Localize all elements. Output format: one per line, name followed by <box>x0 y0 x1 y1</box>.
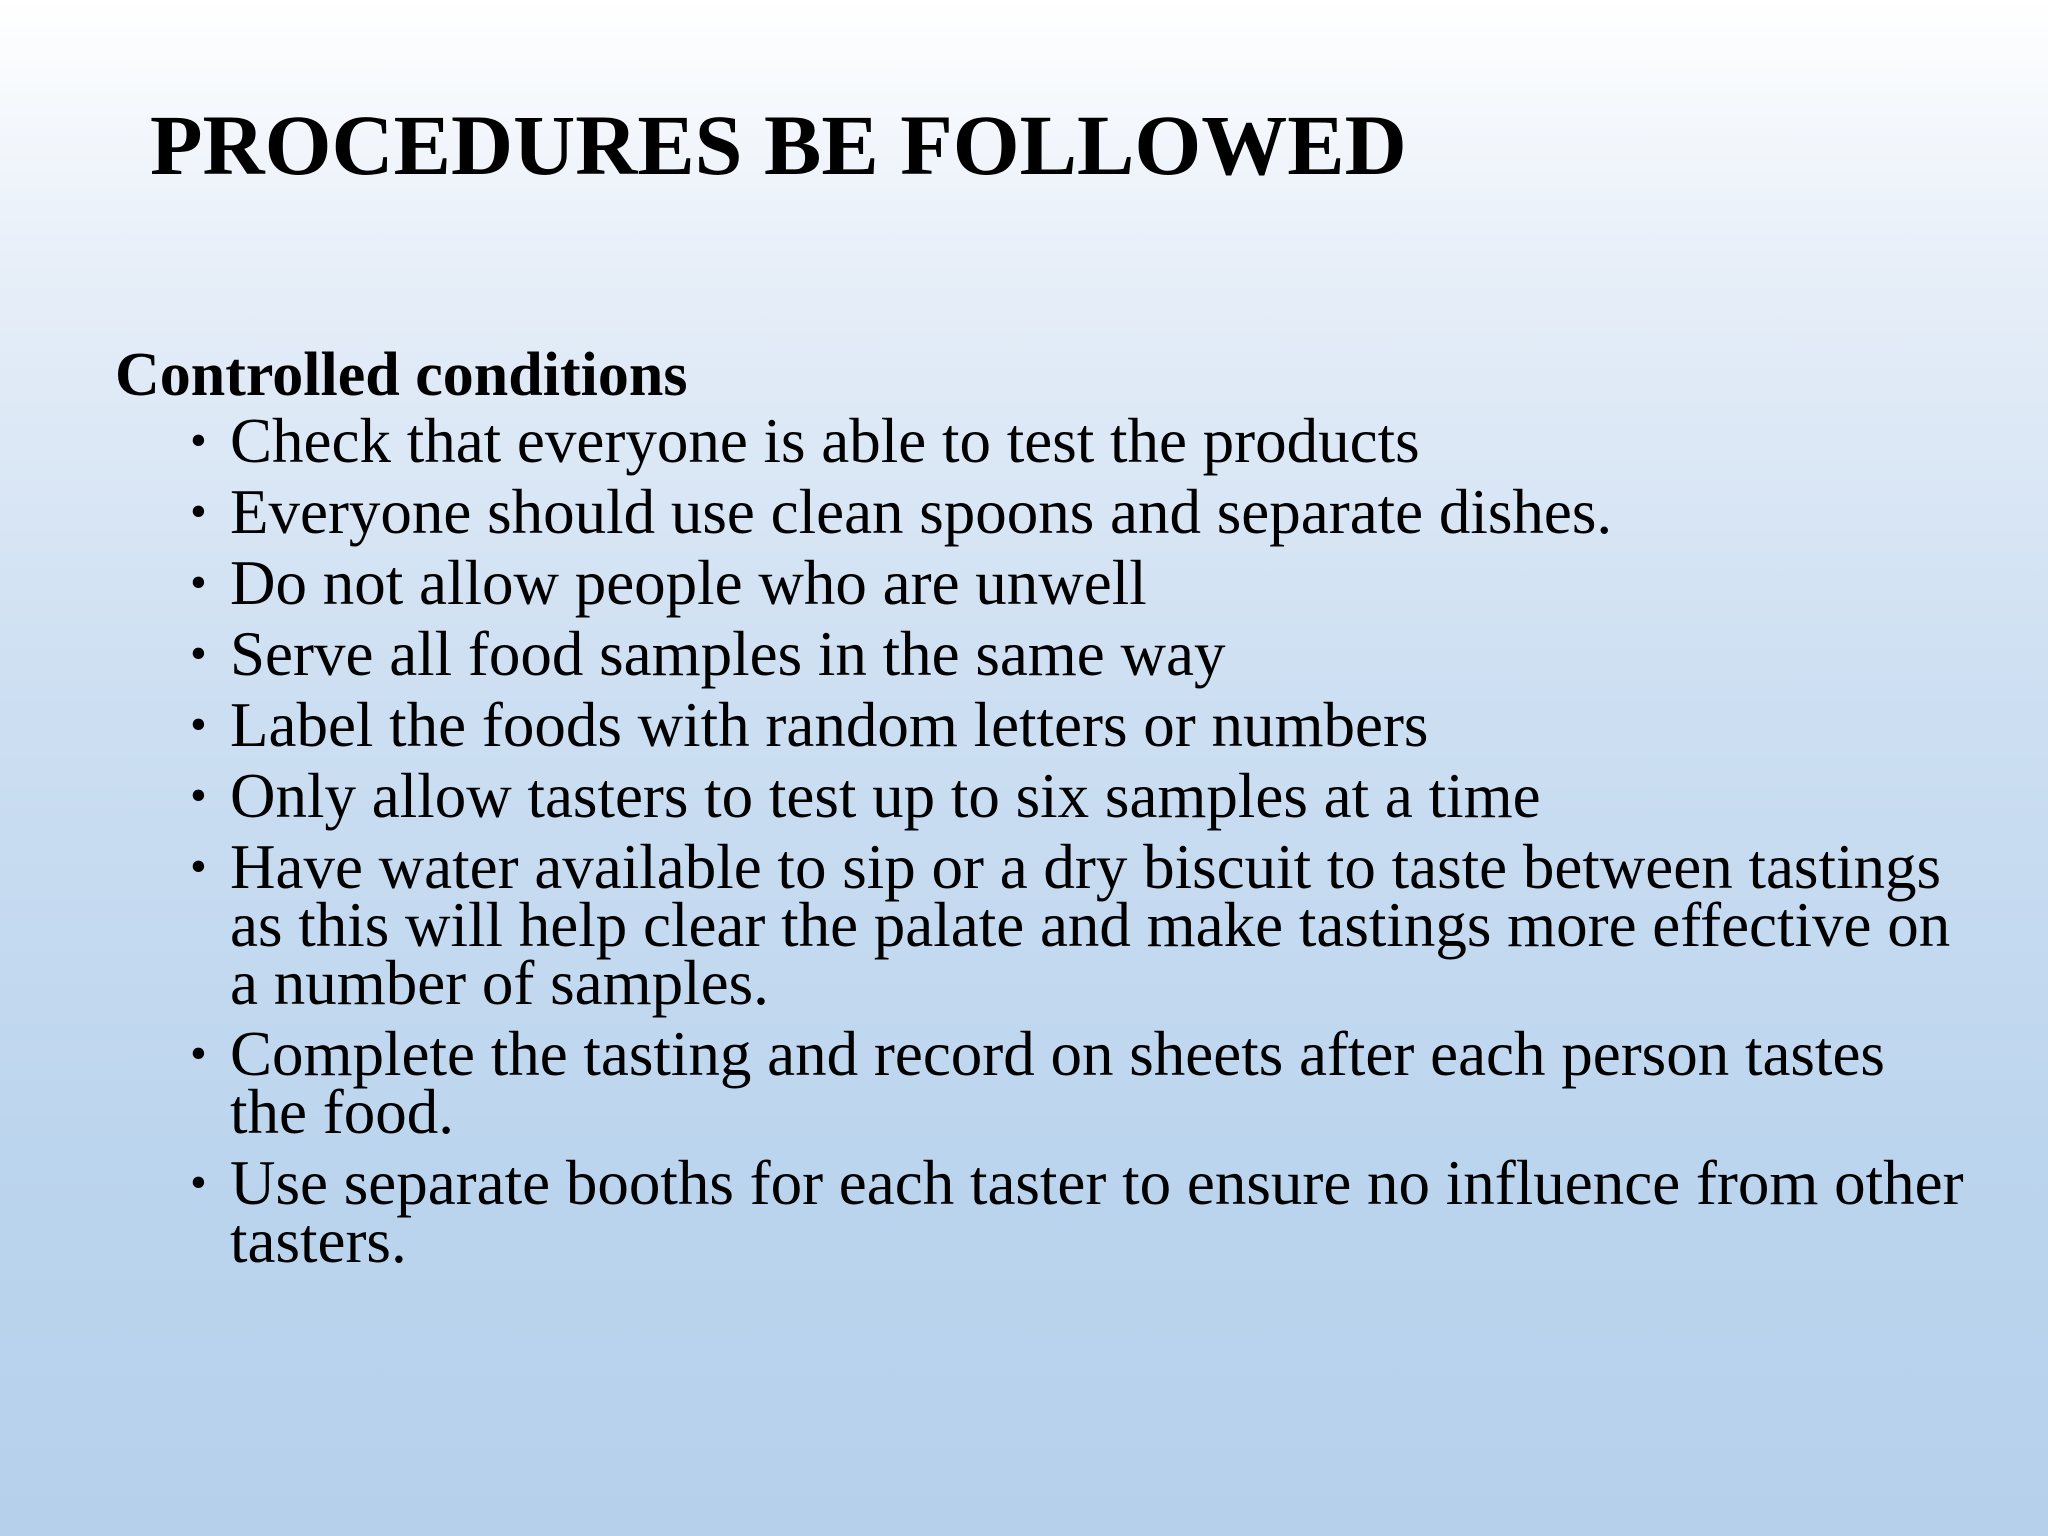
bullet-dot: • <box>190 698 207 751</box>
bullet-item <box>190 1019 1965 1147</box>
bullet-item <box>190 619 1965 689</box>
bullet-item <box>190 832 1965 1018</box>
bullet-text: Have water available to sip or a dry biscuit to taste between tastings as this will help clear the palate and make tastings more effective on a number of samples. <box>230 832 1951 1018</box>
bullet-text: Complete the tasting and record on sheets after each person tastes the food. <box>230 1019 1885 1147</box>
bullet-item <box>190 548 1965 618</box>
bullet-item <box>190 1148 1965 1276</box>
slide-title: PROCEDURES BE FOLLOWED <box>150 97 1407 193</box>
content-section <box>115 340 1965 1276</box>
bullet-text: Everyone should use clean spoons and separate dishes. <box>230 477 1613 547</box>
bullet-dot: • <box>190 414 207 467</box>
section-heading: Controlled conditions <box>115 341 688 409</box>
bullet-text: Serve all food samples in the same way <box>230 619 1226 689</box>
bullet-item <box>190 477 1965 547</box>
bullet-item <box>190 690 1965 760</box>
bullet-item <box>190 406 1965 476</box>
bullet-text: Use separate booths for each taster to ensure no influence from other tasters. <box>230 1148 1964 1276</box>
bullet-dot: • <box>190 627 207 680</box>
bullet-dot: • <box>190 840 207 893</box>
bullet-item <box>190 761 1965 831</box>
bullet-text: Label the foods with random letters or numbers <box>230 690 1429 760</box>
bullet-dot: • <box>190 1027 207 1080</box>
bullet-dot: • <box>190 485 207 538</box>
bullet-dot: • <box>190 556 207 609</box>
bullet-list <box>115 406 1965 1276</box>
bullet-dot: • <box>190 1156 207 1209</box>
bullet-text: Check that everyone is able to test the products <box>230 406 1420 476</box>
bullet-dot: • <box>190 769 207 822</box>
bullet-text: Do not allow people who are unwell <box>230 548 1147 618</box>
bullet-text: Only allow tasters to test up to six samples at a time <box>230 761 1541 831</box>
